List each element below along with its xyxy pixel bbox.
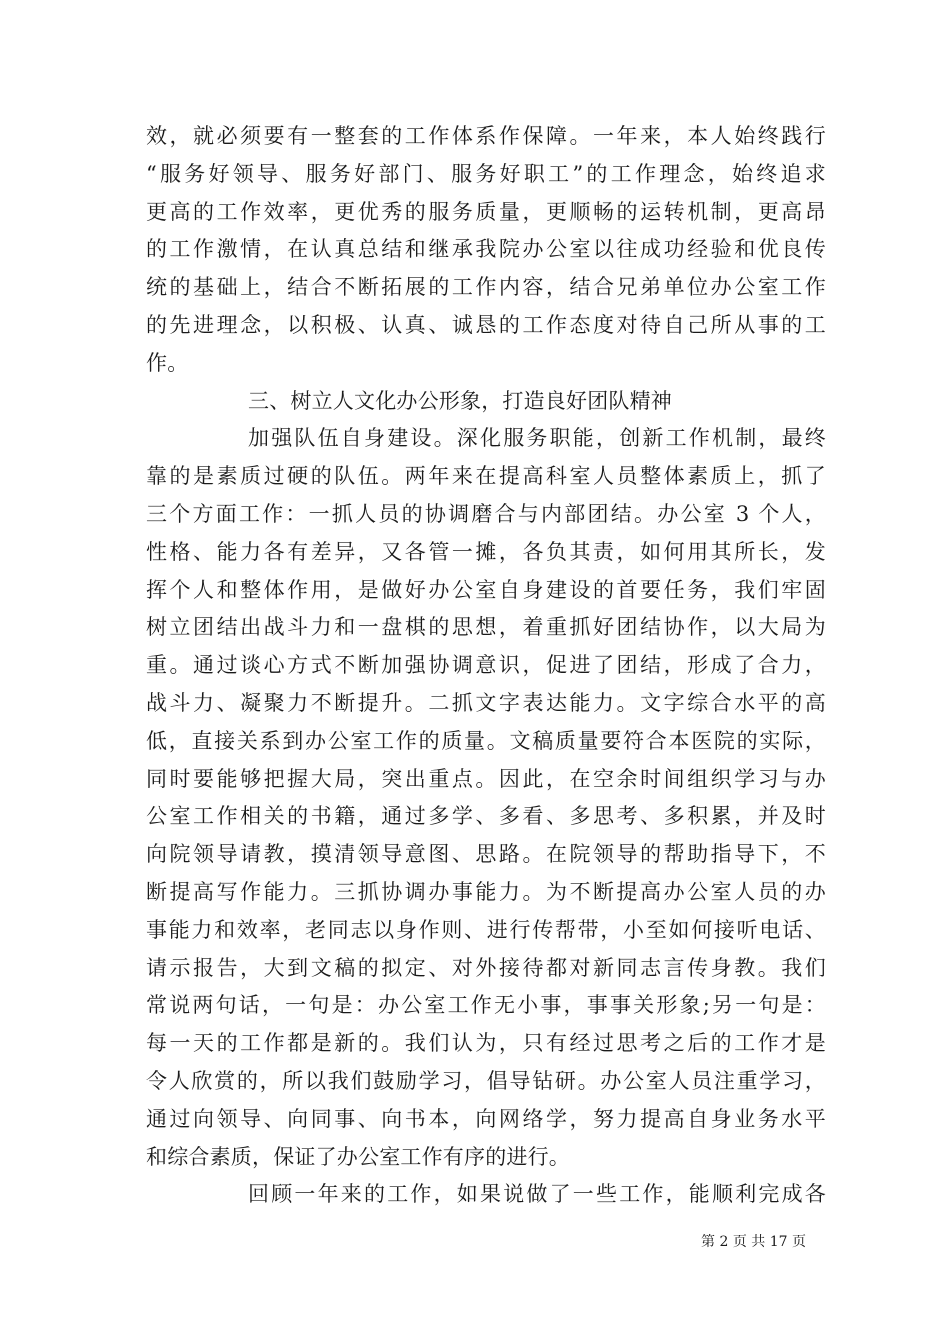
body-text [146,118,826,1214]
text-line: 统的基础上，结合不断拓展的工作内容，结合兄弟单位办公室工作 [146,275,826,300]
text-line: 战斗力、凝聚力不断提升。二抓文字表达能力。文字综合水平的高 [146,690,826,715]
text-line: 靠的是素质过硬的队伍。两年来在提高科室人员整体素质上，抓了 [146,464,826,489]
text-line: 通过向领导、向同事、向书本，向网络学，努力提高自身业务水平 [146,1106,826,1131]
text-line: 常说两句话，一句是：办公室工作无小事，事事关形象;另一句是： [146,993,826,1018]
text-line: 效，就必须要有一整套的工作体系作保障。一年来，本人始终践行 [146,124,826,148]
page-number-footer: 第 2 页 共 17 页 [701,1234,806,1250]
text-line: 和综合素质，保证了办公室工作有序的进行。 [146,1144,570,1169]
text-line: 性格、能力各有差异，又各管一摊，各负其责，如何用其所长，发 [146,539,826,564]
text-line: 向院领导请教，摸清领导意图、思路。在院领导的帮助指导下，不 [146,842,826,867]
text-line: “服务好领导、服务好部门、服务好职工”的工作理念，始终追求 [146,161,826,186]
text-line: 同时要能够把握大局，突出重点。因此，在空余时间组织学习与办 [146,766,826,791]
text-line: 低，直接关系到办公室工作的质量。文稿质量要符合本医院的实际， [146,728,826,753]
text-line: 的工作激情，在认真总结和继承我院办公室以往成功经验和优良传 [146,237,826,262]
text-line: 更高的工作效率，更优秀的服务质量，更顺畅的运转机制，更高昂 [146,199,826,224]
text-line: 回顾一年来的工作，如果说做了一些工作，能顺利完成各 [248,1182,826,1207]
text-line: 断提高写作能力。三抓协调办事能力。为不断提高办公室人员的办 [146,879,826,904]
text-line: 重。通过谈心方式不断加强协调意识，促进了团结，形成了合力， [146,653,826,678]
text-line: 三个方面工作：一抓人员的协调磨合与内部团结。办公室 3 个人， [146,501,826,526]
text-line: 每一天的工作都是新的。我们认为，只有经过思考之后的工作才是 [146,1031,826,1056]
text-line: 作。 [146,350,189,375]
text-line: 挥个人和整体作用，是做好办公室自身建设的首要任务，我们牢固 [146,577,826,602]
text-line: 树立团结出战斗力和一盘棋的思想，着重抓好团结协作，以大局为 [146,615,826,640]
text-line: 请示报告，大到文稿的拟定、对外接待都对新同志言传身教。我们 [146,955,826,980]
text-line: 的先进理念，以积极、认真、诚恳的工作态度对待自己所从事的工 [146,312,826,337]
text-line: 公室工作相关的书籍，通过多学、多看、多思考、多积累，并及时 [146,804,826,829]
text-line: 事能力和效率，老同志以身作则、进行传帮带，小至如何接听电话、 [146,917,826,942]
text-line: 加强队伍自身建设。深化服务职能，创新工作机制，最终 [248,426,826,451]
text-line: 令人欣赏的，所以我们鼓励学习，倡导钻研。办公室人员注重学习， [146,1068,826,1093]
section-heading: 三、树立人文化办公形象，打造良好团队精神 [248,388,672,413]
